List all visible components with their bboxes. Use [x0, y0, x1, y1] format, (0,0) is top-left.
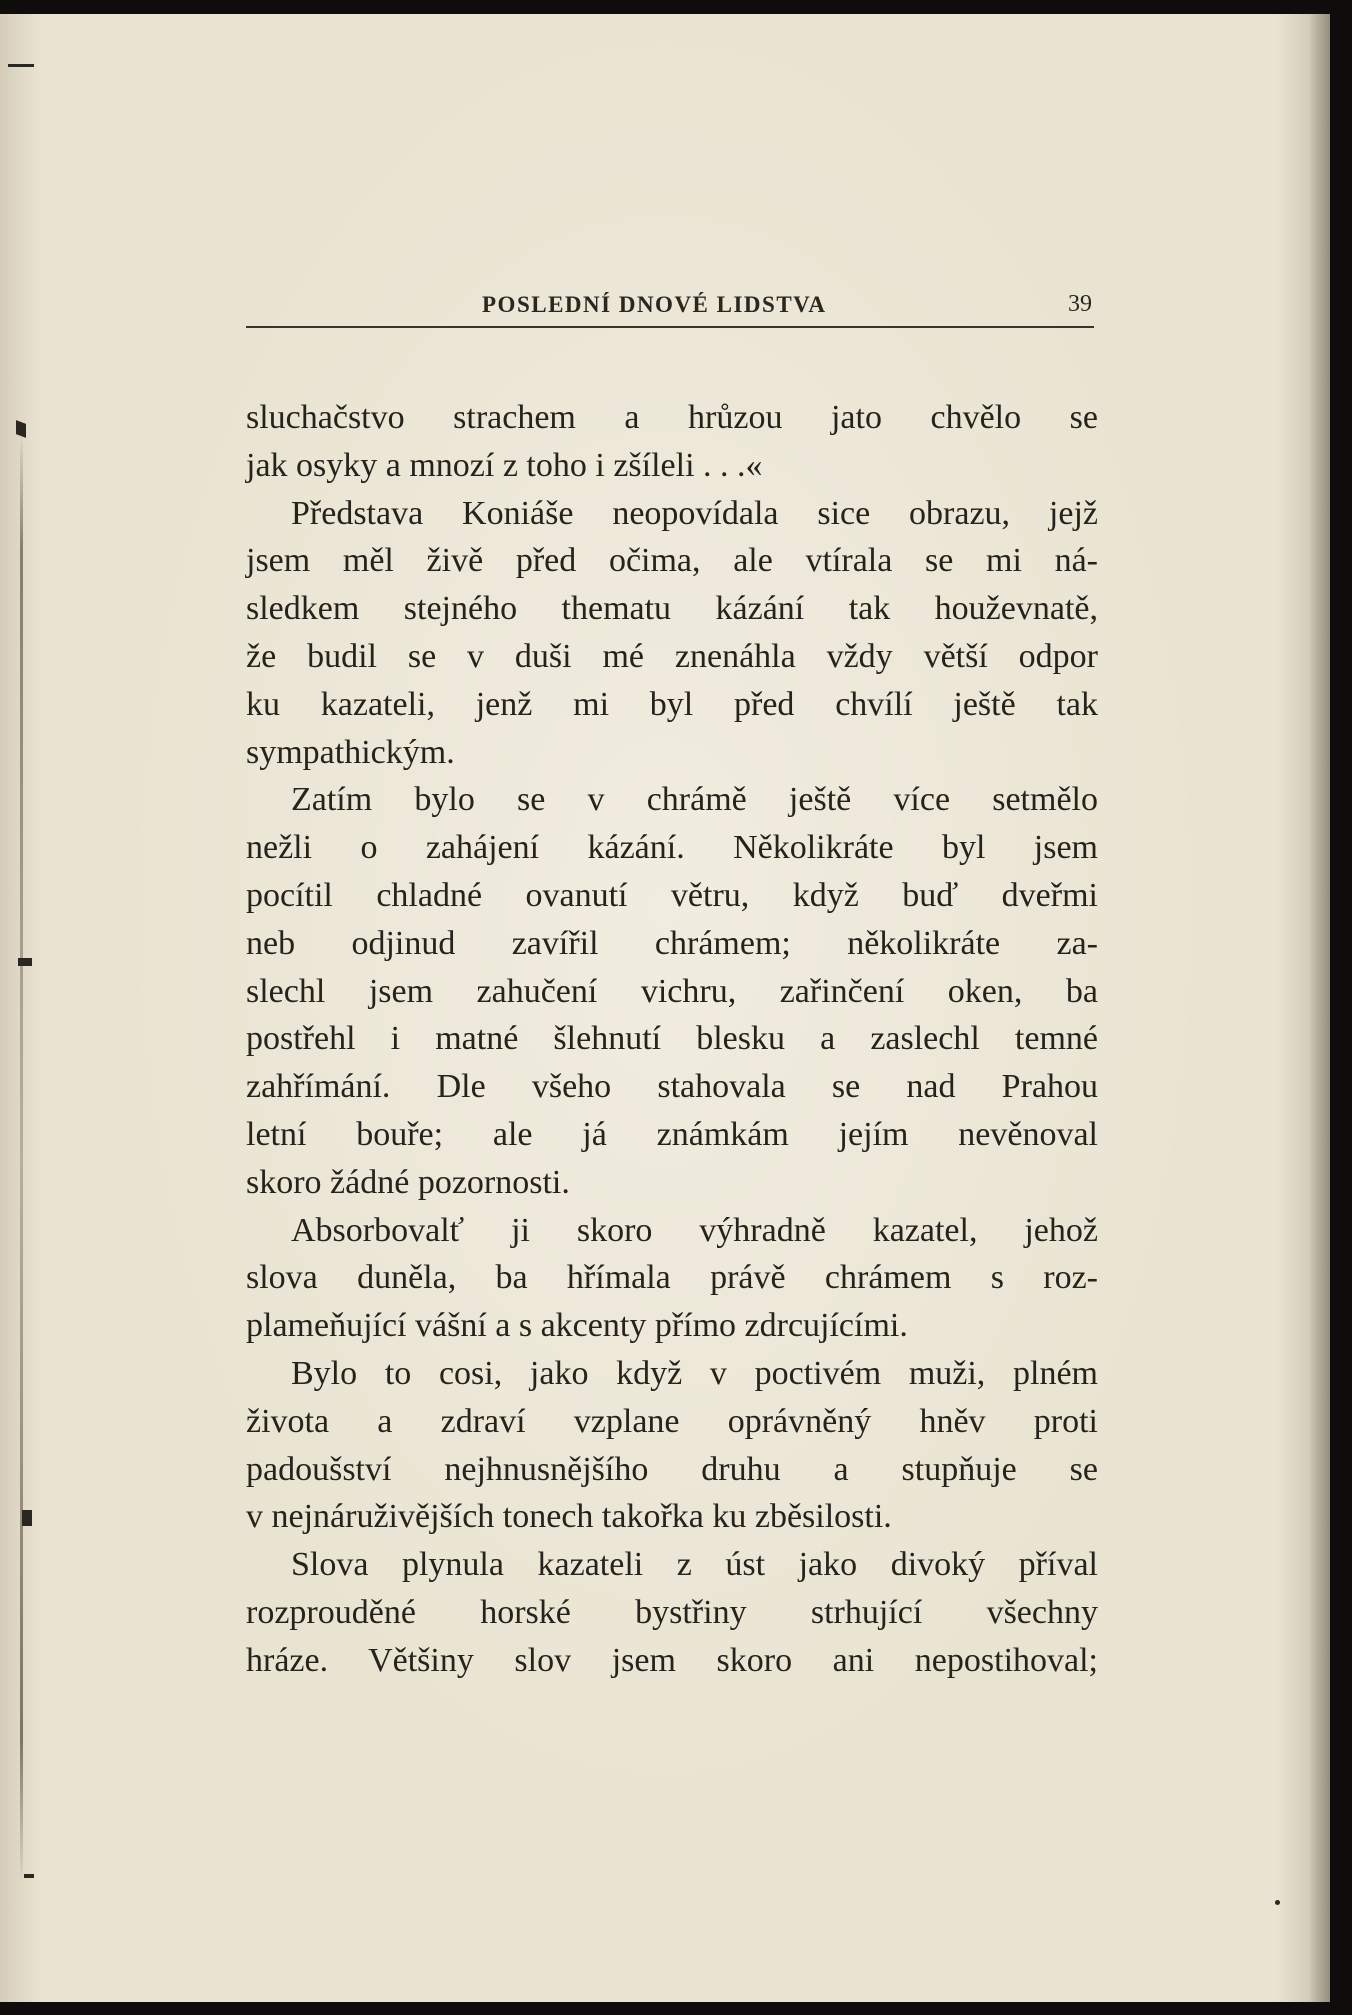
text-line: Představa Koniáše neopovídala sice obrazu, jejž: [291, 494, 1098, 532]
text-line: plameňující vášní a s akcenty přímo zdrcujícími.: [246, 1307, 908, 1345]
body-text: [246, 394, 1098, 1685]
text-line: Zatím bylo se v chrámě ještě více setmělo: [291, 781, 1098, 819]
text-line: Slova plynula kazateli z úst jako divoký příval: [291, 1546, 1098, 1584]
page-number: 39: [1068, 291, 1092, 317]
text-line: hráze. Většiny slov jsem skoro ani nepostihoval;: [246, 1641, 1098, 1679]
text-line: letní bouře; ale já známkám jejím nevěnoval: [246, 1115, 1098, 1153]
margin-mark: [1275, 1900, 1280, 1905]
text-line: sledkem stejného thematu kázání tak houževnatě,: [246, 590, 1098, 628]
text-line: sympathickým.: [246, 733, 455, 771]
text-line: Bylo to cosi, jako když v poctivém muži, plném: [291, 1354, 1098, 1392]
running-title: POSLEDNÍ DNOVÉ LIDSTVA: [482, 292, 827, 317]
text-line: jsem měl živě před očima, ale vtírala se mi ná-: [246, 542, 1098, 580]
margin-mark: [16, 420, 26, 438]
margin-mark: [24, 1874, 34, 1878]
text-line: rozprouděné horské bystřiny strhující všechny: [246, 1593, 1098, 1631]
text-line: pocítil chladné ovanutí větru, když buď dveřmi: [246, 876, 1098, 914]
text-line: padoušství nejhnusnějšího druhu a stupňuje se: [246, 1450, 1098, 1488]
text-line: postřehl i matné šlehnutí blesku a zaslechl temné: [246, 1020, 1098, 1058]
text-line: ku kazateli, jenž mi byl před chvílí ještě tak: [246, 685, 1098, 723]
text-line: neb odjinud zavířil chrámem; několikráte za-: [246, 924, 1098, 962]
text-line: že budil se v duši mé znenáhla vždy větší odpor: [246, 637, 1098, 675]
margin-mark: [18, 958, 32, 966]
text-line: nežli o zahájení kázání. Několikráte byl jsem: [246, 829, 1098, 867]
page-header: [246, 286, 1094, 328]
text-line: slova duněla, ba hřímala právě chrámem s roz-: [246, 1259, 1098, 1297]
text-line: sluchačstvo strachem a hrůzou jato chvělo se: [246, 399, 1098, 436]
spine-shadow: [1308, 14, 1330, 2002]
text-line: zahřímání. Dle všeho stahovala se nad Prahou: [246, 1068, 1098, 1106]
text-line: života a zdraví vzplane oprávněný hněv proti: [246, 1402, 1098, 1440]
text-line: v nejnáruživějších tonech takořka ku zběsilosti.: [246, 1498, 892, 1536]
margin-mark: [22, 1510, 32, 1526]
book-page: [0, 14, 1330, 2002]
text-line: skoro žádné pozornosti.: [246, 1163, 570, 1201]
gutter-edge: [20, 434, 23, 1884]
text-line: jak osyky a mnozí z toho i zšíleli . . .«: [246, 446, 763, 484]
text-line: Absorbovalť ji skoro výhradně kazatel, jehož: [291, 1211, 1098, 1249]
margin-mark: [8, 64, 34, 67]
text-line: slechl jsem zahučení vichru, zařinčení oken, ba: [246, 972, 1098, 1010]
